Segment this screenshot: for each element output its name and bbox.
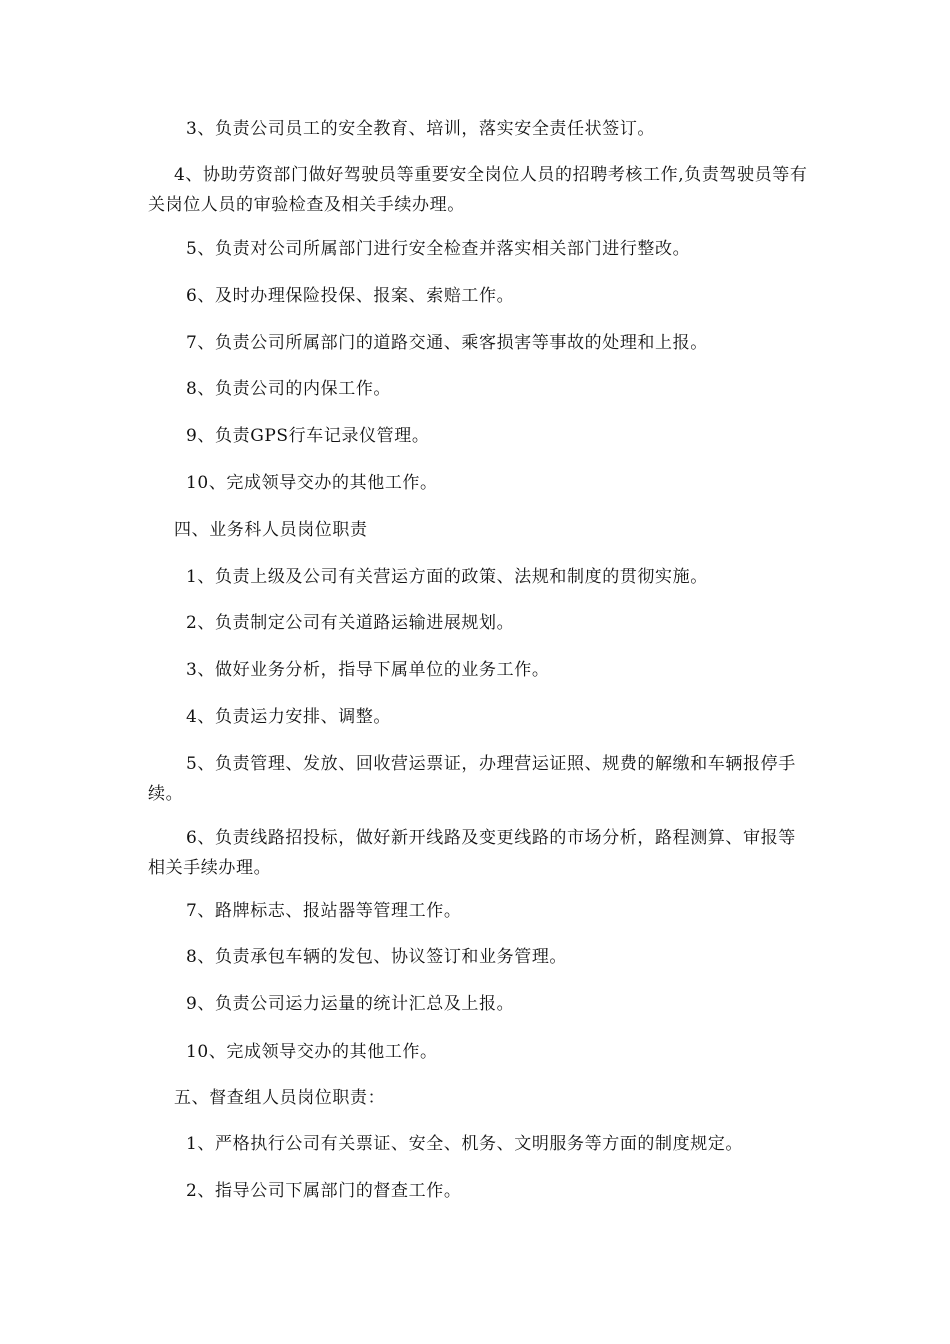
paragraph-item-7: 7、路牌标志、报站器等管理工作。 <box>186 901 462 921</box>
paragraph-item-6: 6、负责线路招投标，做好新开线路及变更线路的市场分析，路程测算、审报等相关手续办理。 <box>148 828 796 878</box>
paragraph-item-9: 9、负责公司运力运量的统计汇总及上报。 <box>186 994 515 1014</box>
paragraph-item-1: 1、严格执行公司有关票证、安全、机务、文明服务等方面的制度规定。 <box>186 1134 744 1154</box>
section-heading-4: 四、业务科人员岗位职责 <box>174 520 368 540</box>
paragraph-item-6: 6、及时办理保险投保、报案、索赔工作。 <box>186 286 515 306</box>
paragraph-item-4: 4、负责运力安排、调整。 <box>186 707 392 727</box>
paragraph-item-10: 10、完成领导交办的其他工作。 <box>186 473 438 493</box>
paragraph-item-5: 5、负责管理、发放、回收营运票证，办理营运证照、规费的解缴和车辆报停手续。 <box>148 754 796 804</box>
paragraph-item-7: 7、负责公司所属部门的道路交通、乘客损害等事故的处理和上报。 <box>186 333 708 353</box>
paragraph-item-3: 3、做好业务分析，指导下属单位的业务工作。 <box>186 660 550 680</box>
paragraph-item-2: 2、指导公司下属部门的督查工作。 <box>186 1181 462 1201</box>
paragraph-item-8: 8、负责承包车辆的发包、协议签订和业务管理。 <box>186 947 568 967</box>
section-heading-5: 五、督查组人员岗位职责： <box>174 1088 386 1108</box>
paragraph-item-1: 1、负责上级及公司有关营运方面的政策、法规和制度的贯彻实施。 <box>186 567 708 587</box>
paragraph-item-5: 5、负责对公司所属部门进行安全检查并落实相关部门进行整改。 <box>186 239 691 259</box>
paragraph-item-4: 4、协助劳资部门做好驾驶员等重要安全岗位人员的招聘考核工作,负责驾驶员等有关岗位人员的审验检查及相关手续办理。 <box>148 165 808 215</box>
paragraph-item-2: 2、负责制定公司有关道路运输进展规划。 <box>186 613 515 633</box>
paragraph-item-3: 3、负责公司员工的安全教育、培训，落实安全责任状签订。 <box>186 119 656 139</box>
paragraph-item-8: 8、负责公司的内保工作。 <box>186 379 392 399</box>
paragraph-item-10: 10、完成领导交办的其他工作。 <box>186 1042 438 1062</box>
paragraph-item-9: 9、负责GPS行车记录仪管理。 <box>186 426 430 446</box>
